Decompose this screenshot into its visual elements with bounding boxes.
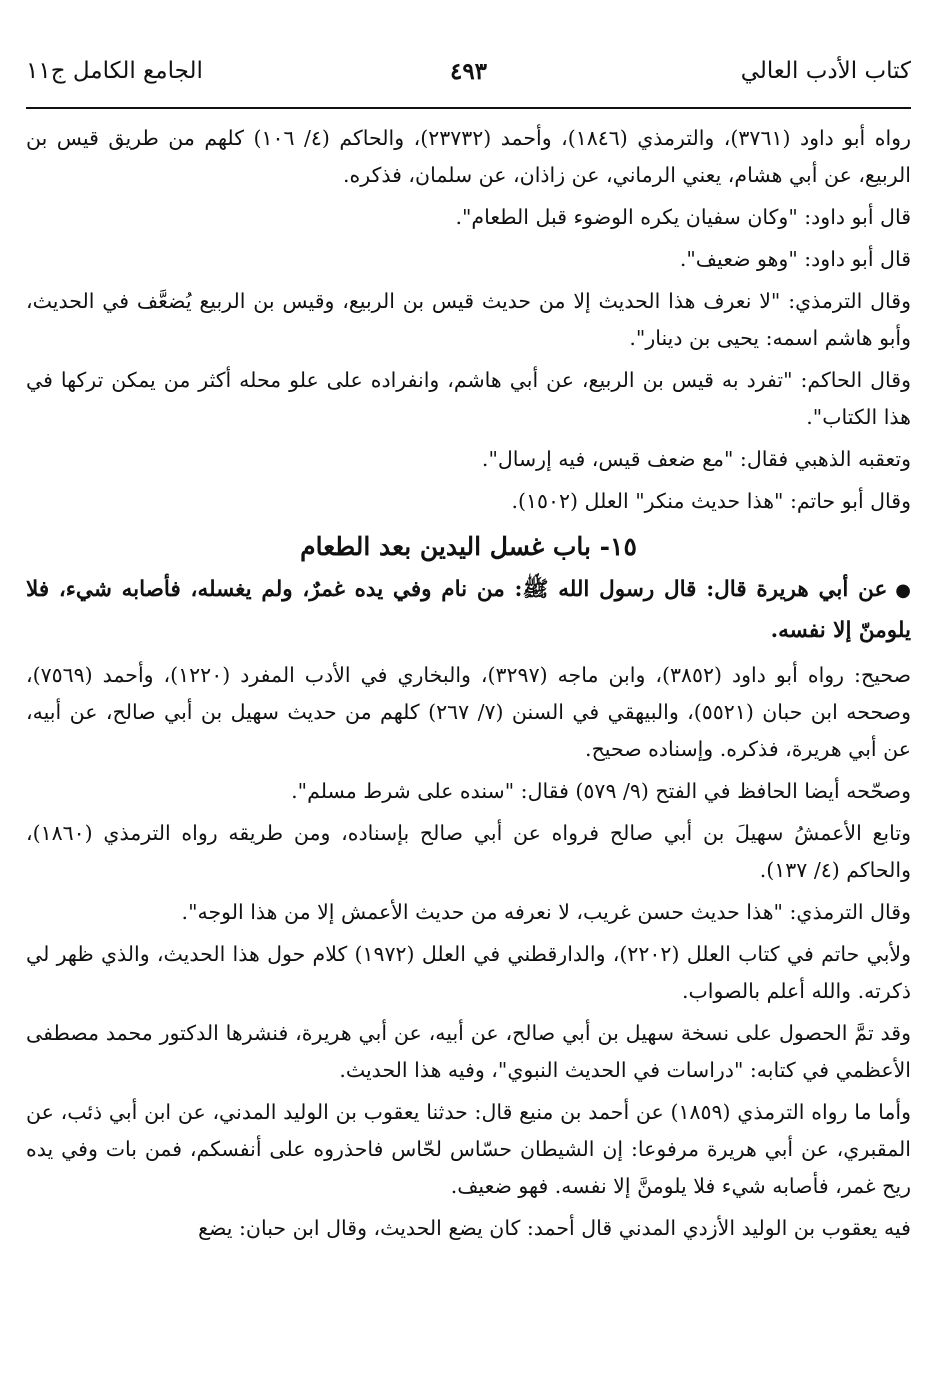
paragraph: وأما ما رواه الترمذي (١٨٥٩) عن أحمد بن منيع قال: حدثنا يعقوب بن الوليد المدني، عن ابن أبي ذئب، عن المقبري، عن أبي هريرة مرفوعا: إن الشيطان حسّاس لحّاس فاحذروه على أنفسكم، فمن بات وفي يده ريح غمر، فأصابه شيء فلا يلومنَّ إلا نفسه. فهو ضعيف. [26,1100,911,1198]
paragraph: وقال الحاكم: "تفرد به قيس بن الربيع، عن أبي هاشم، وانفراده على علو محله أكثر من يمكن تركها في هذا الكتاب". [26,368,911,429]
book-title: كتاب الأدب العالي [740,58,911,84]
page-body [26,120,911,1252]
hadith-text-block [26,570,911,651]
page-header [26,58,911,98]
page-number: ٤٩٣ [449,58,488,85]
bullet-icon: ● [895,580,911,601]
paragraph: وقال الترمذي: "لا نعرف هذا الحديث إلا من حديث قيس بن الربيع، وقيس بن الربيع يُضعَّف في الحديث، وأبو هاشم اسمه: يحيى بن دينار". [26,289,911,350]
paragraph: وقال الترمذي: "هذا حديث حسن غريب، لا نعرفه من حديث الأعمش إلا من هذا الوجه". [181,900,911,924]
paragraph: وتعقبه الذهبي فقال: "مع ضعف قيس، فيه إرسال". [481,447,911,471]
paragraph: وصحّحه أيضا الحافظ في الفتح (٩/ ٥٧٩) فقال: "سنده على شرط مسلم". [291,779,911,803]
paragraph: وتابع الأعمشُ سهيلَ بن أبي صالح فرواه عن أبي صالح بإسناده، ومن طريقه رواه الترمذي (١٨٦٠)، والحاكم (٤/ ١٣٧). [26,821,911,882]
paragraph: فيه يعقوب بن الوليد الأزدي المدني قال أحمد: كان يضع الحديث، وقال ابن حبان: يضع [198,1216,911,1240]
section-heading: ١٥- باب غسل اليدين بعد الطعام [300,532,637,561]
collection-title: الجامع الكامل ج١١ [26,58,203,84]
header-rule [26,107,911,109]
paragraph: ولأبي حاتم في كتاب العلل (٢٢٠٢)، والدارقطني في العلل (١٩٧٢) كلام حول هذا الحديث، والذي ظهر لي ذكرته. والله أعلم بالصواب. [26,942,911,1003]
hadith-text: عن أبي هريرة قال: قال رسول الله ﷺ: من نام وفي يده غمرٌ، ولم يغسله، فأصابه شيء، فلا يلومنّ إلا نفسه. [26,577,911,643]
paragraph: قال أبو داود: "وكان سفيان يكره الوضوء قبل الطعام". [455,205,911,229]
paragraph: قال أبو داود: "وهو ضعيف". [679,247,911,271]
paragraph: وقال أبو حاتم: "هذا حديث منكر" العلل (١٥٠٢). [511,489,911,513]
paragraph: رواه أبو داود (٣٧٦١)، والترمذي (١٨٤٦)، وأحمد (٢٣٧٣٢)، والحاكم (٤/ ١٠٦) كلهم من طريق قيس بن الربيع، عن أبي هشام، يعني الرماني، عن زاذان، عن سلمان، فذكره. [26,126,911,187]
paragraph: وقد تمَّ الحصول على نسخة سهيل بن أبي صالح، عن أبيه، عن أبي هريرة، فنشرها الدكتور محمد مصطفى الأعظمي في كتابه: "دراسات في الحديث النبوي"، وفيه هذا الحديث. [26,1021,911,1082]
paragraph: صحيح: رواه أبو داود (٣٨٥٢)، وابن ماجه (٣٢٩٧)، والبخاري في الأدب المفرد (١٢٢٠)، وأحمد (٧٥٦٩)، وصححه ابن حبان (٥٥٢١)، والبيهقي في السنن (٧/ ٢٦٧) كلهم من حديث سهيل بن أبي صالح، عن أبيه، عن أبي هريرة، فذكره. وإسناده صحيح. [26,663,912,761]
